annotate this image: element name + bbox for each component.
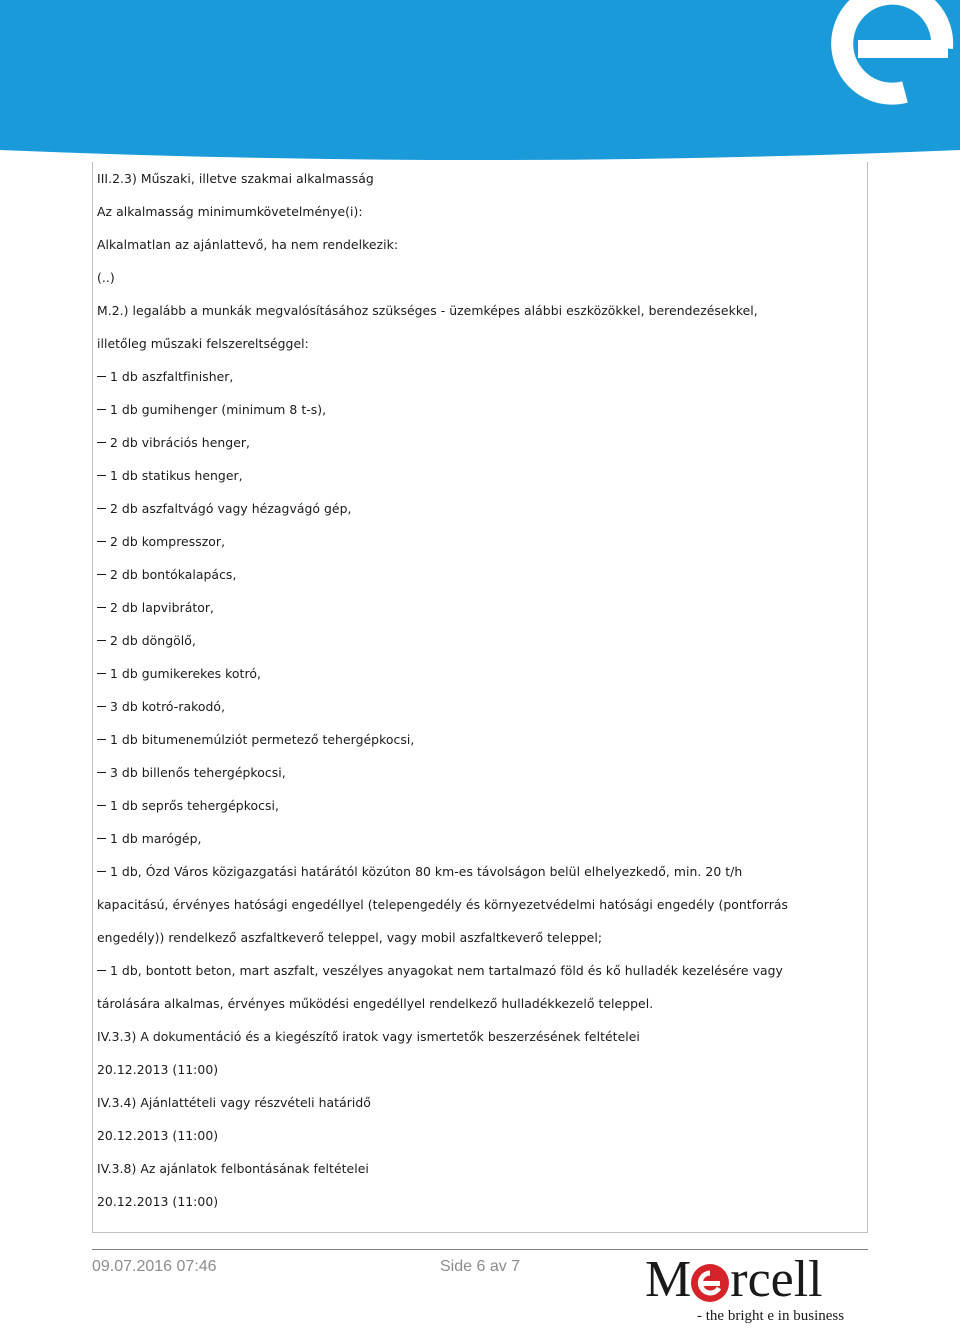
logo-wordmark: [645, 1252, 823, 1308]
line-text: 2 db bontókalapács,: [110, 567, 237, 582]
line-text: kapacitású, érvényes hatósági engedéllyel (telepengedély és környezetvédelmi hatósági engedély (pontforrás: [97, 897, 788, 912]
list-item: [97, 435, 250, 451]
logo-wordmark-right: rcell: [730, 1251, 823, 1308]
dash-bullet: [97, 970, 106, 971]
line-text: IV.3.3) A dokumentáció és a kiegészítő iratok vagy ismertetők beszerzésének feltételei: [97, 1029, 640, 1044]
line-text: illetőleg műszaki felszereltséggel:: [97, 336, 309, 351]
line-text: IV.3.8) Az ajánlatok felbontásának feltételei: [97, 1161, 369, 1176]
list-item: [97, 402, 326, 418]
line-text: engedély)) rendelkező aszfaltkeverő teleppel, vagy mobil aszfaltkeverő teleppel;: [97, 930, 603, 945]
list-item: [97, 633, 196, 649]
line-text: 20.12.2013 (11:00): [97, 1128, 219, 1143]
line-text: 1 db, bontott beton, mart aszfalt, veszélyes anyagokat nem tartalmazó föld és kő hulladék kezelésére vagy: [110, 963, 783, 978]
dash-bullet: [97, 508, 106, 509]
list-item: [97, 369, 233, 385]
footer-timestamp: 09.07.2016 07:46: [92, 1258, 217, 1275]
text-line: [97, 996, 653, 1012]
e-swoosh-icon: [0, 0, 960, 162]
line-text: 2 db aszfaltvágó vagy hézagvágó gép,: [110, 501, 352, 516]
logo-wordmark-left: M: [645, 1251, 692, 1308]
line-text: 1 db bitumenemúlziót permetező tehergépkocsi,: [110, 732, 415, 747]
list-item: [97, 699, 225, 715]
line-text: M.2.) legalább a munkák megvalósításához szükséges - üzemképes alábbi eszközökkel, berendezésekkel,: [97, 303, 758, 318]
list-item: [97, 798, 279, 814]
line-text: (..): [97, 270, 115, 285]
text-line: [97, 1062, 218, 1078]
line-text: 2 db vibrációs henger,: [110, 435, 250, 450]
text-line: [97, 930, 602, 946]
line-text: 1 db marógép,: [110, 831, 202, 846]
text-line: [97, 336, 309, 352]
line-text: Az alkalmasság minimumkövetelménye(i):: [97, 204, 363, 219]
list-item: [97, 534, 225, 550]
e-swoosh-icon: [691, 1264, 729, 1302]
dash-bullet: [97, 574, 106, 575]
line-text: III.2.3) Műszaki, illetve szakmai alkalmasság: [97, 171, 374, 186]
dash-bullet: [97, 838, 106, 839]
list-item: [97, 831, 202, 847]
dash-bullet: [97, 541, 106, 542]
list-item: [97, 864, 742, 880]
footer-divider: [92, 1249, 868, 1250]
text-line: [97, 1161, 369, 1177]
line-text: 20.12.2013 (11:00): [97, 1194, 219, 1209]
dash-bullet: [97, 706, 106, 707]
dash-bullet: [97, 772, 106, 773]
list-item: [97, 468, 243, 484]
footer-page-number: Side 6 av 7: [440, 1258, 521, 1275]
dash-bullet: [97, 640, 106, 641]
dash-bullet: [97, 409, 106, 410]
line-text: 1 db statikus henger,: [110, 468, 243, 483]
line-text: 2 db döngölő,: [110, 633, 196, 648]
line-text: 3 db billenős tehergépkocsi,: [110, 765, 286, 780]
line-text: IV.3.4) Ajánlattételi vagy részvételi határidő: [97, 1095, 371, 1110]
text-line: [97, 1095, 371, 1111]
line-text: 1 db gumihenger (minimum 8 t-s),: [110, 402, 327, 417]
list-item: [97, 732, 414, 748]
header-band: [0, 0, 960, 162]
line-text: 1 db, Ózd Város közigazgatási határától közúton 80 km-es távolságon belül elhelyezkedő, min. 20 t/h: [110, 864, 743, 879]
list-item: [97, 666, 261, 682]
text-line: [97, 270, 115, 286]
dash-bullet: [97, 673, 106, 674]
dash-bullet: [97, 475, 106, 476]
list-item: [97, 963, 783, 979]
dash-bullet: [97, 442, 106, 443]
line-text: 3 db kotró-rakodó,: [110, 699, 226, 714]
text-line: [97, 1194, 218, 1210]
list-item: [97, 567, 236, 583]
list-item: [97, 600, 214, 616]
line-text: Alkalmatlan az ajánlattevő, ha nem rendelkezik:: [97, 237, 399, 252]
line-text: 1 db aszfaltfinisher,: [110, 369, 234, 384]
text-line: [97, 237, 398, 253]
line-text: 2 db kompresszor,: [110, 534, 226, 549]
text-line: [97, 171, 374, 187]
dash-bullet: [97, 805, 106, 806]
line-text: 1 db gumikerekes kotró,: [110, 666, 261, 681]
text-line: [97, 303, 758, 319]
list-item: [97, 765, 286, 781]
dash-bullet: [97, 607, 106, 608]
dash-bullet: [97, 376, 106, 377]
dash-bullet: [97, 871, 106, 872]
list-item: [97, 501, 352, 517]
text-line: [97, 1128, 218, 1144]
line-text: 1 db seprős tehergépkocsi,: [110, 798, 279, 813]
logo-tagline: - the bright e in business: [697, 1308, 845, 1324]
line-text: tárolására alkalmas, érvényes működési engedéllyel rendelkező hulladékkezelő teleppel.: [97, 996, 654, 1011]
text-line: [97, 204, 363, 220]
line-text: 2 db lapvibrátor,: [110, 600, 215, 615]
dash-bullet: [97, 739, 106, 740]
line-text: 20.12.2013 (11:00): [97, 1062, 219, 1077]
text-line: [97, 1029, 640, 1045]
text-line: [97, 897, 788, 913]
